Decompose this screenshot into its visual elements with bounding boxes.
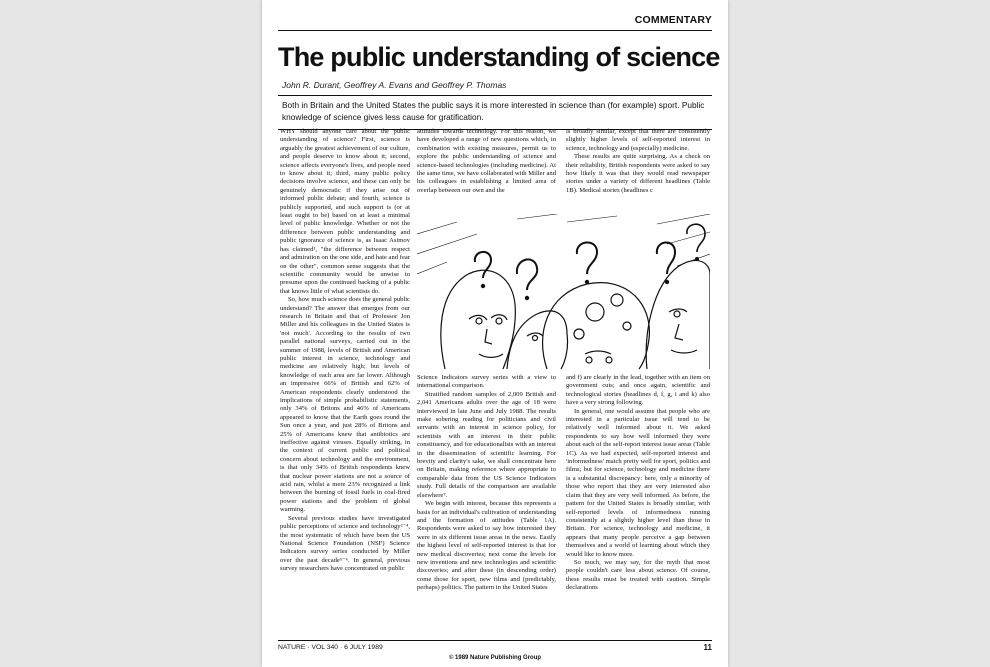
paragraph: WHY should anyone care about the public understanding of science? First, science is arguably the greatest achievement of our culture, and people deserve to know about it; second, science affects everyone's lives, and people need to know about it; third, many public policy decisions involve science, and these can only be genuinely democratic if they arise out of informed public debate; and fourth, science is publicly supported, and such support is (or at least ought to be) based on at least a minimal level of public knowledge. Whether or not the difference between public understanding and public ignorance of science is, as Isaac Asimov has claimed¹, "the difference between respect and admiration on the one side, and hate and fear on the other", common sense suggests that the scientific community would be unwise to presume upon the continued backing of a public that knows little of what scientists do. [280, 128, 410, 295]
paragraph: Stratified random samples of 2,009 British and 2,041 Americans adults over the age of 18 were interviewed in late June and July 1988. The results make sobering reading for politicians and civil servants with an interest in science policy, for scientists with an interest in their public constituency, and for educationalists with an interest in the dissemination of scientific learning. For brevity and clarity's sake, we shall concentrate here on Britain, making reference where appropriate to comparable data from the US Science Indicators study. Full details of the comparison are available elsewhere⁷. [417, 390, 556, 499]
illustration-drawing [417, 214, 710, 370]
paragraph: and f) are clearly in the lead, together with an item on government cuts; and once again, scientific and technological stories (headlines d, f, g, i and k) also have a very strong following. [566, 374, 710, 407]
body-column-3 [566, 374, 710, 642]
paragraph: So, how much science does the general public understand? The answer that emerges from our research in Britain and that of Professor Jon Miller and his colleagues in the United States is 'not much'. According to the results of two parallel national surveys, carried out in the summer of 1988, levels of British and American public interest in science, technology and medicine are relatively high; but levels of knowledge of each area are far lower. Although an impressive 66% of British and 62% of American respondents clearly understood the implications of simple probabilistic statements, only 34% of Britons and 46% of Americans appeared to know that the Earth goes round the Sun once a year, and just 28% of Britons and 25% of Americans knew that antibiotics are ineffective against viruses. Equally striking, in the context of current public and political concern about technology and the environment, is that only 34% of British respondents knew that nuclear power stations are not a source of acid rain, whilst a mere 23% recognized a link between the burning of fossil fuels in coal-fired power stations and the problem of global warming. [280, 296, 410, 514]
heads-illustration [417, 214, 710, 370]
paragraph: attitudes towards technology. For this reason, we have developed a range of new questions which, in combination with existing measures, permit us to explore the public understanding of science and science-based technologies (including medicine). At the same time, we have collaborated with Miller and his colleagues in establishing a limited area of overlap between our own and the [417, 128, 556, 194]
body-column-1 [280, 128, 410, 642]
paragraph: These results are quite surprising. As a check on their reliability, British respondents were asked to say how likely it was that they would read newspaper stories under a variety of different headlines (Table 1B). Medical stories (headlines c [566, 153, 710, 194]
body-column-2 [417, 374, 556, 642]
standfirst: Both in Britain and the United States the public says it is more interested in science than (for example) sport. Public knowledge of science gives less cause for gratification. [278, 95, 712, 130]
paragraph: We begin with interest, because this represents a basis for an individual's cultivation of understanding and the formation of attitudes (Table 1A). Respondents were asked to say how interested they were in six different issue areas in the news. Easily the highest level of self-reported interest is that for new medical discoveries; next come the levels for new inventions and new technologies and scientific discoveries; and after these (in descending order) come those for sport, new films and (predictably, perhaps) politics. The pattern in the United States [417, 500, 556, 592]
copyright-notice: © 1989 Nature Publishing Group [448, 655, 542, 661]
paragraph: In general, one would assume that people who are interested in a particular issue will tend to be relatively well informed about it. We asked respondents to say how well informed they were about each of the self-report interest issue areas (Table 1C). As we had expected, self-reported interest and 'informedness' match pretty well for sport, politics and films; but for science, technology and medicine there is a substantial discrepancy: here, only a minority of those who report that they are very interested also claim that they are very well informed. As before, the pattern for the United States is broadly similar, with self-reported levels of informedness running consistently at a slightly higher level than those in Britain. For science, technology and medicine, it appears that many people perceive a gap between themselves and a world of learning about which they would like to know more. [566, 407, 710, 558]
paragraph: So much, we may say, for the myth that most people couldn't care less about science. Of course, these results must be treated with caution. Simple declarations [566, 558, 710, 592]
body-column-2-top [417, 128, 556, 216]
paragraph: Science Indicators survey series with a view to international comparison. [417, 374, 556, 390]
article-authors: John R. Durant, Geoffrey A. Evans and Geoffrey P. Thomas [282, 80, 507, 90]
section-label: COMMENTARY [634, 14, 712, 26]
journal-citation: NATURE · VOL 340 · 6 JULY 1989 [278, 644, 383, 651]
article-title: The public understanding of science [278, 42, 720, 72]
page-number: 11 [703, 643, 712, 652]
header-rule [278, 30, 712, 31]
paragraph: is broadly similar, except that there are consistently slightly higher levels of self-reported interest in science, technology and (especially) medicine. [566, 128, 710, 152]
body-column-3-top [566, 128, 710, 216]
paragraph: Several previous studies have investigated public perceptions of science and technology²⁻⁴, the most systematic of which have been the US National Science Foundation (NSF) Science Indicators survey series conducted by Miller over the past decade⁵⁻⁶. In general, previous survey researchers have concentrated on public [280, 514, 410, 573]
